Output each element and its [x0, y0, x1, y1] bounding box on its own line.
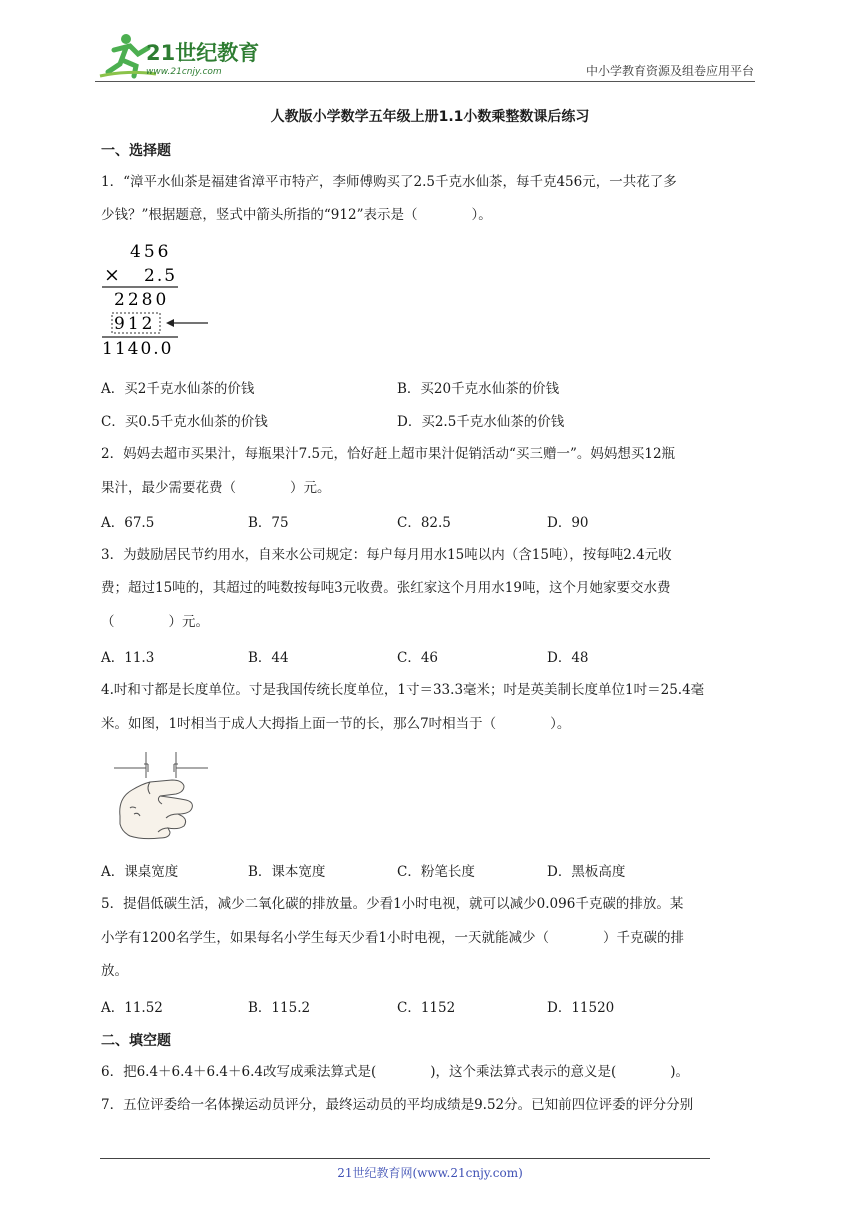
q4-option-d: D．黑板高度 — [547, 864, 626, 880]
q1-option-d: D．买2.5千克水仙茶的价钱 — [397, 414, 565, 430]
q5-line3: 放。 — [101, 963, 128, 979]
q2-option-d: D．90 — [547, 515, 589, 531]
calc-row-partial-1: 2280 — [114, 290, 170, 310]
hand-icon — [114, 752, 208, 839]
q4-option-b: B．课本宽度 — [248, 864, 326, 880]
q1-line2: 少钱？”根据题意，竖式中箭头所指的“912”表示是（ ）。 — [101, 207, 492, 223]
calc-row-product: 1140.0 — [102, 339, 174, 359]
logo-text: 21世纪教育 — [146, 41, 260, 65]
q5-option-a: A．11.52 — [101, 1000, 163, 1016]
q5-option-d: D．11520 — [547, 1000, 615, 1016]
q3-option-c: C．46 — [397, 650, 439, 666]
q5-option-b: B．115.2 — [248, 1000, 311, 1016]
q4-option-a: A．课桌宽度 — [101, 864, 179, 880]
q3-line3: （ ）元。 — [101, 614, 209, 630]
vertical-multiplication-figure — [100, 240, 220, 360]
q4-line1: 4.吋和寸都是长度单位。寸是我国传统长度单位，1寸＝33.3毫米；吋是英美制长度单位1吋＝25.4毫 — [101, 682, 705, 698]
arrow-left-icon — [166, 319, 208, 327]
footer-link[interactable]: 21世纪教育网(www.21cnjy.com) — [337, 1166, 523, 1180]
q1-option-a: A．买2千克水仙茶的价钱 — [101, 381, 255, 397]
platform-name: 中小学教育资源及组卷应用平台 — [585, 64, 754, 78]
calc-operator: × — [104, 264, 120, 286]
calc-row-multiplier: 2.5 — [144, 266, 178, 286]
q2-option-b: B．75 — [248, 515, 289, 531]
section-heading-fill: 二、填空题 — [101, 1033, 171, 1049]
q2-line1: 2．妈妈去超市买果汁，每瓶果汁7.5元，恰好赶上超市果汁促销活动“买三赠一”。妈妈想买12瓶 — [101, 446, 676, 462]
q5-line2: 小学有1200名学生，如果每名小学生每天少看1小时电视，一天就能减少（ ）千克碳的排 — [101, 930, 684, 946]
footer-divider — [100, 1158, 710, 1159]
site-logo — [96, 30, 266, 80]
q7-line1: 7．五位评委给一名体操运动员评分，最终运动员的平均成绩是9.52分。已知前四位评委的评分分别 — [101, 1097, 694, 1113]
q2-option-a: A．67.5 — [101, 515, 155, 531]
q3-option-b: B．44 — [248, 650, 289, 666]
q5-line1: 5．提倡低碳生活，减少二氧化碳的排放量。少看1小时电视，就可以减少0.096千克碳的排放。某 — [101, 896, 684, 912]
q4-option-c: C．粉笔长度 — [397, 864, 475, 880]
q2-line2: 果汁，最少需要花费（ ）元。 — [101, 480, 331, 496]
header-divider — [95, 81, 755, 82]
section-heading-choice: 一、选择题 — [101, 143, 171, 159]
q1-option-b: B．买20千克水仙茶的价钱 — [397, 381, 560, 397]
q6-line1: 6．把6.4＋6.4＋6.4＋6.4改写成乘法算式是( )，这个乘法算式表示的意义是( )。 — [101, 1064, 690, 1080]
thumb-inch-illustration — [112, 748, 212, 848]
page-title: 人教版小学数学五年级上册1.1小数乘整数课后练习 — [270, 109, 590, 125]
q3-option-a: A．11.3 — [101, 650, 155, 666]
calc-row-multiplicand: 456 — [130, 242, 172, 262]
calc-row-partial-2: 912 — [114, 314, 156, 334]
logo-url: www.21cnjy.com — [146, 67, 222, 77]
q3-line2: 费；超过15吨的，其超过的吨数按每吨3元收费。张红家这个月用水19吨，这个月她家要交水费 — [101, 580, 671, 596]
q1-option-c: C．买0.5千克水仙茶的价钱 — [101, 414, 268, 430]
q4-line2: 米。如图，1吋相当于成人大拇指上面一节的长，那么7吋相当于（ ）。 — [101, 716, 571, 732]
q2-option-c: C．82.5 — [397, 515, 451, 531]
q3-line1: 3．为鼓励居民节约用水，自来水公司规定：每户每月用水15吨以内（含15吨），按每吨2.4元收 — [101, 547, 672, 563]
q1-line1: 1．“漳平水仙茶是福建省漳平市特产，李师傅购买了2.5千克水仙茶，每千克456元，一共花了多 — [101, 174, 677, 190]
q3-option-d: D．48 — [547, 650, 589, 666]
q5-option-c: C．1152 — [397, 1000, 456, 1016]
